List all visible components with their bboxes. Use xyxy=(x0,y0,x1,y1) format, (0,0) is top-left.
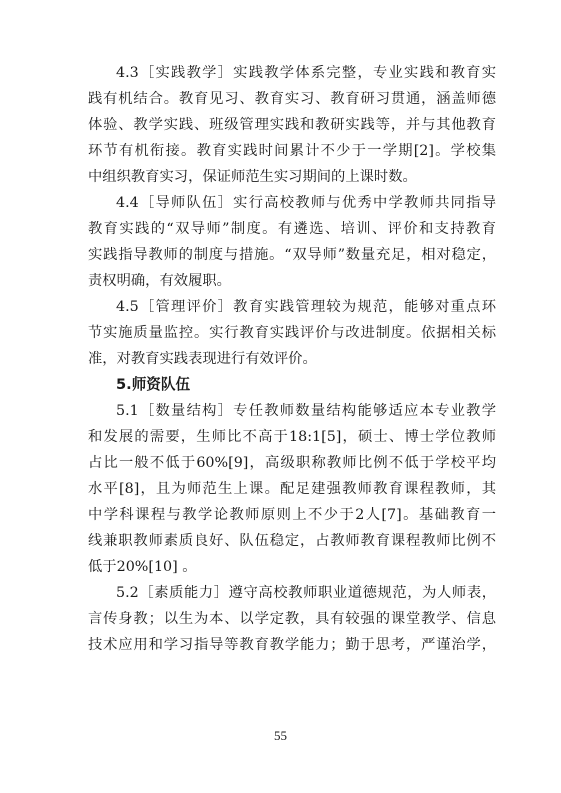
text-line: 低于20%[10] 。 xyxy=(88,559,197,575)
text-line: 和发展的需要，生师比不高于18:1[5]，硕士、博士学位教师 xyxy=(88,429,496,445)
text-line: 5.1［数量结构］专任教师数量结构能够适应本专业教学 xyxy=(116,403,496,419)
page-number: 55 xyxy=(274,728,287,743)
text-line: 准，对教育实践表现进行有效评价。 xyxy=(88,351,317,367)
text-line: 体验、教学实践、班级管理实践和教研实践等，并与其他教育 xyxy=(88,117,496,133)
text-line: 中组织教育实习，保证师范生实习期间的上课时数。 xyxy=(88,169,417,185)
text-line: 环节有机衔接。教育实践时间累计不少于一学期[2]。学校集 xyxy=(88,143,496,159)
text-line: 4.3［实践教学］实践教学体系完整，专业实践和教育实 xyxy=(116,65,496,81)
text-line: 教育实践的“双导师”制度。有遴选、培训、评价和支持教育 xyxy=(88,221,496,237)
text-line: 5.2［素质能力］遵守高校教师职业道德规范，为人师表， xyxy=(116,585,496,601)
text-line: 技术应用和学习指导等教育教学能力；勤于思考，严谨治学， xyxy=(88,637,496,653)
text-line: 水平[8]，且为师范生上课。配足建强教师教育课程教师，其 xyxy=(88,481,496,497)
text-line: 节实施质量监控。实行教育实践评价与改进制度。依据相关标 xyxy=(88,325,496,341)
page-body xyxy=(88,60,496,658)
text-line: 4.4［导师队伍］实行高校教师与优秀中学教师共同指导 xyxy=(116,195,496,211)
text-line: 实践指导教师的制度与措施。“双导师”数量充足，相对稳定， xyxy=(88,247,496,263)
text-line: 线兼职教师素质良好、队伍稳定，占教师教育课程教师比例不 xyxy=(88,533,496,549)
text-line: 中学科课程与教学论教师原则上不少于2人[7]。基础教育一 xyxy=(88,507,496,523)
text-line: 4.5［管理评价］教育实践管理较为规范，能够对重点环 xyxy=(116,299,496,315)
paragraph-4-4 xyxy=(88,190,496,294)
paragraph-5-1 xyxy=(88,398,496,580)
text-line: 践有机结合。教育见习、教育实习、教育研习贯通，涵盖师德 xyxy=(88,91,496,107)
paragraph-4-3 xyxy=(88,60,496,190)
paragraph-5-2 xyxy=(88,580,496,658)
text-line: 占比一般不低于60%[9]，高级职称教师比例不低于学校平均 xyxy=(88,455,496,471)
text-line: 责权明确，有效履职。 xyxy=(88,273,231,289)
text-line: 言传身教；以生为本、以学定教，具有较强的课堂教学、信息 xyxy=(88,611,496,627)
paragraph-4-5 xyxy=(88,294,496,372)
section-heading: 5.师资队伍 xyxy=(116,376,191,393)
